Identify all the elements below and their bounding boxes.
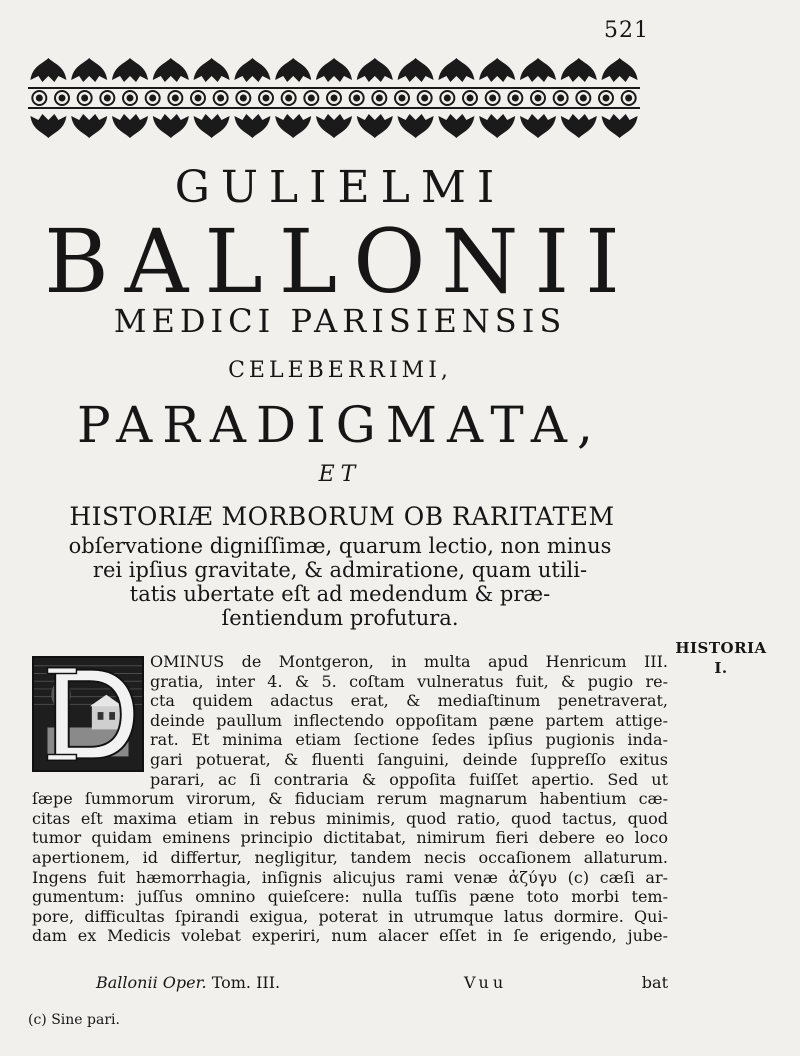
body-line: rat. Et minima etiam ſectione ſedes ipſius pugionis inda-	[150, 730, 668, 750]
subtitle-line: tatis ubertate eſt ad medendum & præ-	[129, 582, 551, 606]
body-line: deinde paullum inflectendo oppoſitam pæne partem attige-	[150, 710, 668, 730]
title-author-surname: BALLONII	[44, 210, 636, 313]
title-epithet: CELEBERRIMI,	[228, 358, 452, 383]
body-line: gratia, inter 4. & 5. coſtam vulneratus fuit, & pugio re-	[150, 671, 668, 691]
subtitle-line: ſentiendum profutura.	[221, 606, 459, 630]
signature-author: Ballonii Oper.	[96, 973, 207, 992]
title-author-role: MEDICI PARISIENSIS	[113, 302, 567, 340]
margin-note-label: HISTORIA	[675, 639, 767, 657]
catchline	[32, 973, 668, 995]
body-line: apertionem, id differtur, negligitur, tandem necis occaſionem allaturum.	[32, 847, 668, 867]
title-subtitle	[30, 534, 650, 630]
signature-volume: Tom. III.	[211, 973, 281, 992]
body-line: ſæpe ſummorum virorum, & fiduciam rerum magnarum habentium cæ-	[32, 789, 668, 809]
margin-note	[666, 638, 776, 678]
body-line: tumor quidam eminens principio dictitabat, nimirum fieri debere eo loco	[32, 828, 668, 848]
body-line: Ingens fuit hæmorrhagia, inſignis alicujus rami venæ ἀζύγυ (c) cæſi ar-	[32, 867, 668, 887]
decorative-headpiece	[28, 52, 640, 144]
title-author-forename: GULIELMI	[174, 162, 506, 213]
body-line: gari potuerat, & fluenti ſanguini, deinde ſuppreſſo exitus	[150, 749, 668, 769]
body-line: gumentum: juſſus omnino quieſcere: nulla tuſſis pæne toto morbi tem-	[32, 887, 668, 907]
body-line: cta quidem adactus erat, & mediaſtinum penetraverat,	[150, 691, 668, 711]
margin-note-number: I.	[714, 659, 728, 677]
page-number: 521	[604, 18, 649, 43]
catchword: bat	[641, 973, 668, 992]
subtitle-line: rei ipſius gravitate, & admiratione, quam utili-	[92, 558, 588, 582]
body-line: dam ex Medicis volebat experiri, num alacer eſſet in ſe erigendo, jube-	[32, 926, 668, 946]
title-historiae: HISTORIÆ MORBORUM OB RARITATEM	[69, 502, 615, 531]
body-line: OMINUS de Montgeron, in multa apud Henricum III.	[150, 652, 668, 671]
body-line: pore, difficultas ſpirandi exigua, poterat in utrumque latus dormire. Qui-	[32, 906, 668, 926]
body-text	[32, 652, 668, 946]
title-work: PARADIGMATA,	[77, 396, 603, 454]
signature-mark	[96, 973, 280, 992]
title-conjunction: ET	[318, 462, 362, 487]
footnote: (c) Sine pari.	[28, 1012, 120, 1028]
subtitle-line: obſervatione digniſſimæ, quarum lectio, non minus	[68, 534, 612, 558]
quire-signature: Vuu	[464, 973, 508, 992]
body-line: citas eſt maxima etiam in rebus minimis, quod ratio, quod tactus, quod	[32, 808, 668, 828]
body-line: parari, ac ſi contraria & oppoſita fuiſſet apertio. Sed ut	[150, 769, 668, 789]
